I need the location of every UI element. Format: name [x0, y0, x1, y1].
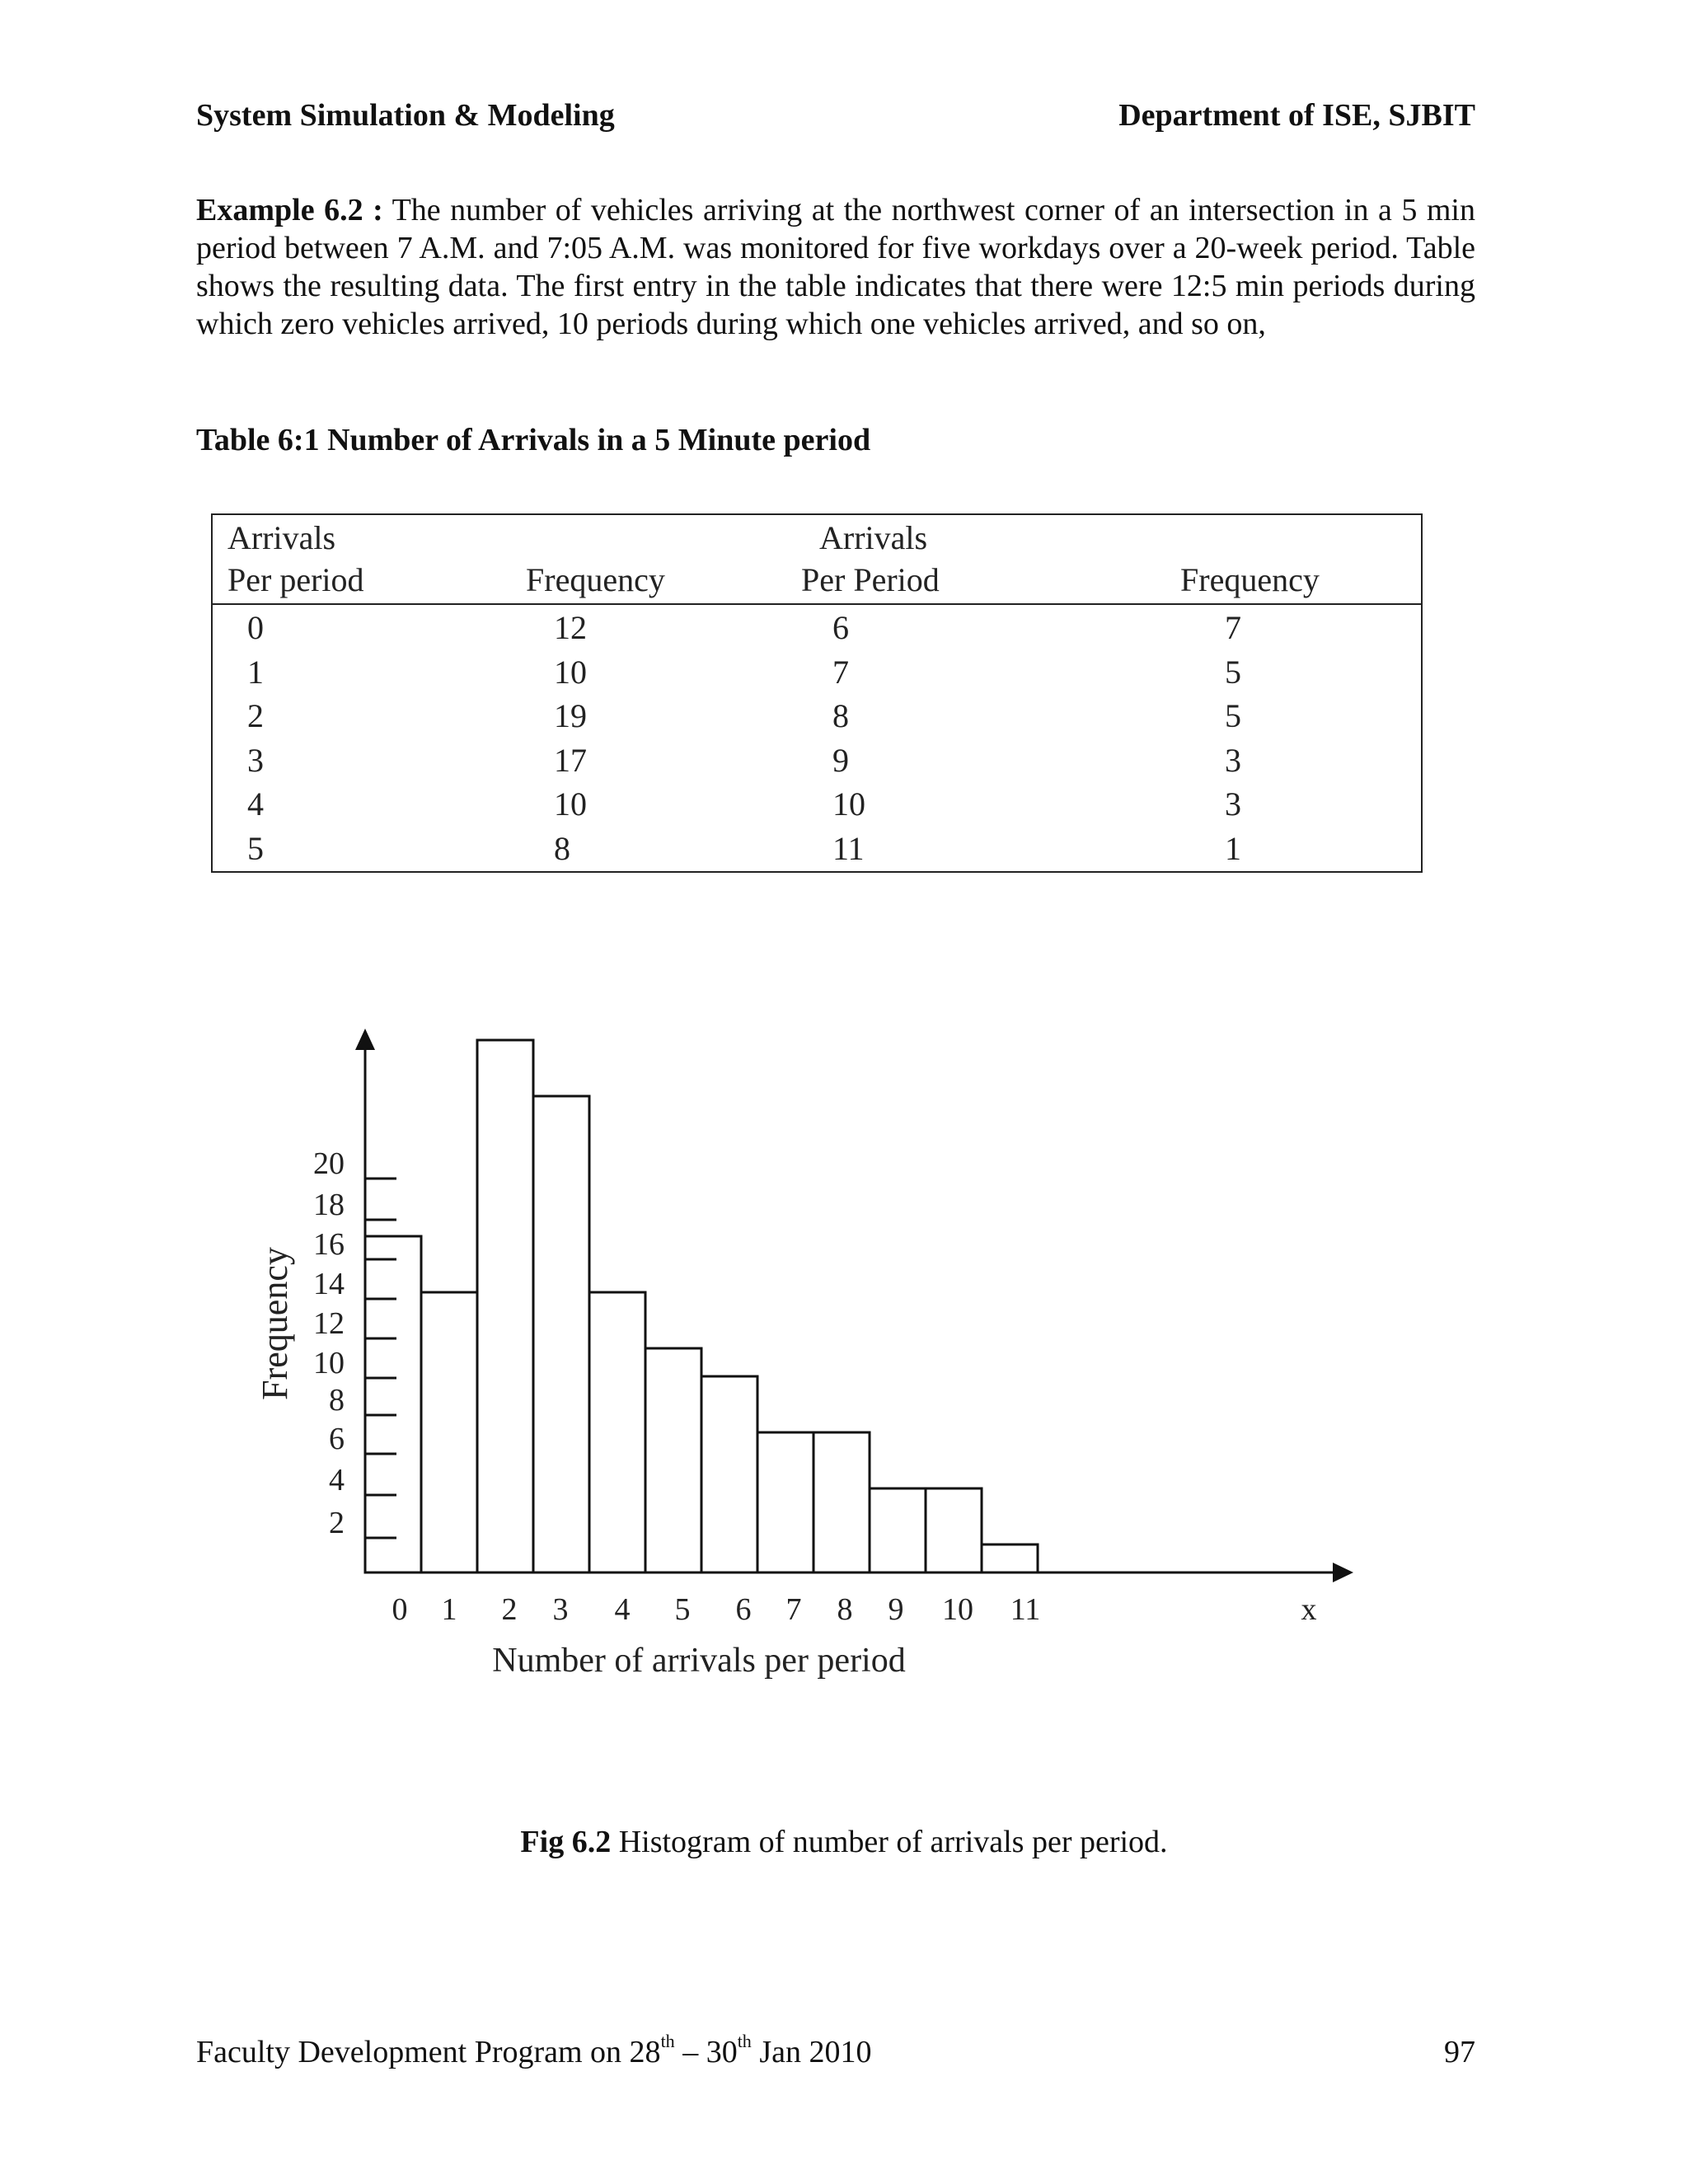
y-tick-label-6: 6: [329, 1422, 345, 1456]
footer-sup2: th: [737, 2031, 752, 2051]
x-tick-label-4: 4: [614, 1592, 631, 1627]
table-cell-arrivals-right: 11: [832, 829, 865, 867]
x-tick-label-8: 8: [837, 1592, 853, 1627]
histogram-bar-2: [477, 1040, 533, 1572]
figure-caption: [0, 1824, 1688, 1860]
figure-caption-label: Fig 6.2: [520, 1825, 612, 1859]
table-cell-frequency-left: 10: [554, 785, 587, 823]
table-cell-frequency-left: 12: [554, 609, 587, 646]
y-tick-label-2: 2: [329, 1506, 345, 1540]
y-tick-label-18: 18: [313, 1188, 345, 1222]
example-paragraph: [196, 191, 1475, 343]
table-cell-frequency-right: 1: [1225, 829, 1241, 867]
table-cell-arrivals-right: 10: [832, 785, 865, 823]
y-tick-label-14: 14: [313, 1267, 345, 1301]
table-cell-frequency-left: 17: [554, 741, 587, 779]
header-col3-line1: Arrivals: [819, 519, 928, 556]
histogram-bar-1: [421, 1292, 477, 1572]
y-tick-label-4: 4: [329, 1463, 345, 1497]
header-col3-line2: Per Period: [801, 561, 940, 598]
x-tick-label-7: 7: [785, 1592, 802, 1627]
table-cell-frequency-right: 3: [1225, 785, 1241, 823]
x-tick-label-11: 11: [1010, 1592, 1041, 1627]
y-tick-label-16: 16: [313, 1227, 345, 1262]
y-tick-label-8: 8: [329, 1383, 345, 1418]
histogram-bar-7: [757, 1432, 814, 1572]
header-col4: Frequency: [1180, 561, 1320, 598]
footer-prefix: Faculty Development Program on 28: [196, 2035, 661, 2069]
histogram-bar-3: [533, 1096, 589, 1572]
table-cell-arrivals-left: 4: [247, 785, 264, 823]
x-axis-symbol: x: [1301, 1592, 1317, 1627]
table-cell-frequency-right: 5: [1225, 697, 1241, 734]
x-tick-label-0: 0: [392, 1592, 408, 1627]
histogram-chart: [0, 1022, 1688, 1698]
table-title: Table 6:1 Number of Arrivals in a 5 Minute period: [196, 423, 871, 457]
table-cell-arrivals-left: 1: [247, 653, 264, 691]
table-cell-arrivals-right: 7: [832, 653, 849, 691]
table-cell-frequency-right: 7: [1225, 609, 1241, 646]
example-label: Example 6.2 :: [196, 193, 383, 227]
header-divider: [213, 603, 1421, 605]
histogram-bar-4: [589, 1292, 645, 1572]
footer-middle: – 30: [674, 2035, 738, 2069]
header-col2: Frequency: [526, 561, 665, 598]
y-tick-label-12: 12: [313, 1306, 345, 1341]
arrivals-table: [211, 513, 1423, 873]
histogram-bar-8: [814, 1432, 870, 1572]
x-tick-label-3: 3: [552, 1592, 569, 1627]
running-header-department: Department of ISE, SJBIT: [1118, 98, 1475, 133]
x-tick-label-2: 2: [501, 1592, 518, 1627]
x-axis-title: Number of arrivals per period: [492, 1642, 906, 1680]
y-axis-title: Frequency: [255, 1247, 295, 1400]
x-axis-arrow: [1333, 1563, 1353, 1582]
table-cell-frequency-left: 10: [554, 653, 587, 691]
example-text: The number of vehicles arriving at the northwest corner of an intersection in a 5 min period between 7 A.M. and 7:05 A.M. was monitored for five workdays over a 20-week period. Table shows the resulting data. The first entry in the table indicates that there were 12:5 min periods during which zero vehicles arrived, 10 periods during which one vehicles arrived, and so on,: [196, 193, 1475, 341]
footer-program: [196, 2031, 872, 2070]
table-cell-arrivals-left: 3: [247, 741, 264, 779]
table-cell-arrivals-left: 5: [247, 829, 264, 867]
histogram-bar-5: [645, 1348, 701, 1572]
y-tick-label-10: 10: [313, 1346, 345, 1380]
table-cell-arrivals-right: 9: [832, 741, 849, 779]
header-col1-line2: Per period: [227, 561, 364, 598]
y-tick-label-20: 20: [313, 1146, 345, 1181]
histogram-bar-6: [701, 1376, 757, 1572]
figure-caption-text: Histogram of number of arrivals per period.: [618, 1825, 1168, 1859]
table-cell-arrivals-left: 2: [247, 697, 264, 734]
running-header-title: System Simulation & Modeling: [196, 98, 615, 133]
histogram-bar-9: [870, 1488, 926, 1572]
x-tick-label-1: 1: [441, 1592, 457, 1627]
x-tick-label-9: 9: [888, 1592, 904, 1627]
page-number: 97: [1444, 2035, 1475, 2069]
histogram-bar-11: [982, 1544, 1038, 1572]
x-tick-label-10: 10: [942, 1592, 973, 1627]
histogram-bar-10: [926, 1488, 982, 1572]
histogram-bar-0: [365, 1236, 421, 1572]
x-tick-label-6: 6: [735, 1592, 752, 1627]
footer-sup1: th: [660, 2031, 675, 2051]
table-cell-frequency-right: 3: [1225, 741, 1241, 779]
table-cell-frequency-left: 19: [554, 697, 587, 734]
y-axis-arrow: [355, 1029, 375, 1050]
table-cell-frequency-right: 5: [1225, 653, 1241, 691]
table-cell-arrivals-right: 8: [832, 697, 849, 734]
table-cell-frequency-left: 8: [554, 829, 570, 867]
header-col1-line1: Arrivals: [227, 519, 336, 556]
table-cell-arrivals-right: 6: [832, 609, 849, 646]
x-tick-label-5: 5: [674, 1592, 691, 1627]
footer-suffix: Jan 2010: [751, 2035, 872, 2069]
table-cell-arrivals-left: 0: [247, 609, 264, 646]
